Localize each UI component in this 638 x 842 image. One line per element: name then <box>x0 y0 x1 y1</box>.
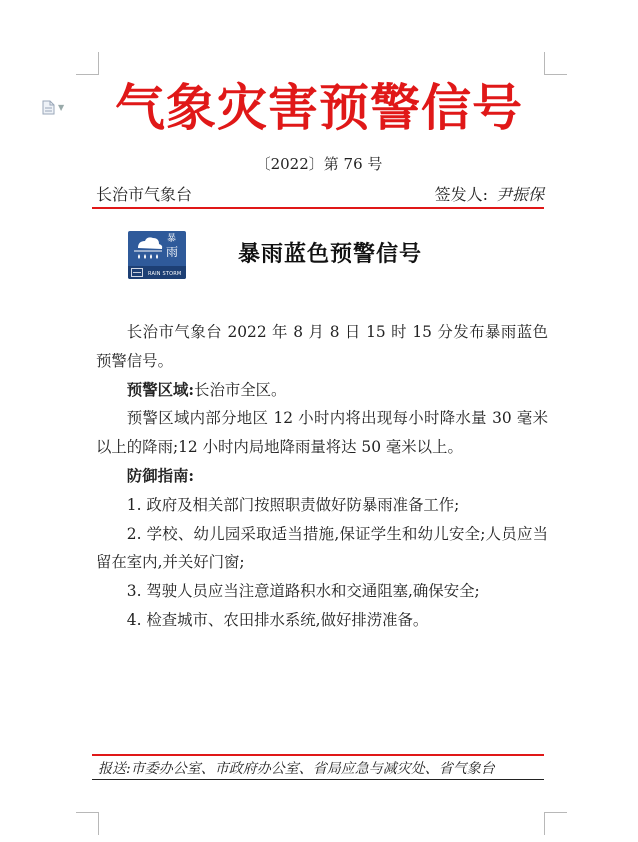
page-corner-mark <box>76 52 99 75</box>
footer-bottom-rule <box>92 779 544 780</box>
area-label: 预警区域: <box>126 380 195 399</box>
footer-divider <box>92 754 544 756</box>
cloud-rain-icon <box>132 235 164 263</box>
signal-char-top: 暴 <box>167 234 177 244</box>
document-number: 〔2022〕第 76 号 <box>255 155 383 173</box>
signer-name: 尹振保 <box>495 185 544 204</box>
guide-item: 1. 政府及相关部门按照职责做好防暴雨准备工作; <box>126 495 460 514</box>
forecast-paragraph: 预警区域内部分地区 12 小时内将出现每小时降水量 30 毫米以上的降雨;12 小时内局地降雨量将达 50 毫米以上。 <box>96 409 548 457</box>
mini-emblem-icon <box>131 268 143 277</box>
guide-item: 4. 检查城市、农田排水系统,做好排涝准备。 <box>126 610 429 629</box>
page-corner-mark <box>544 812 567 835</box>
signal-title: 暴雨蓝色预警信号 <box>238 241 423 267</box>
area-value: 长治市全区。 <box>194 380 287 399</box>
guide-item: 2. 学校、幼儿园采取适当措施,保证学生和幼儿安全;人员应当留在室内,并关好门窗; <box>96 524 548 572</box>
page-corner-mark <box>544 52 567 75</box>
intro-paragraph: 长治市气象台 2022 年 8 月 8 日 15 时 15 分发布暴雨蓝色预警信号。 <box>96 323 548 370</box>
chevron-down-icon: ▼ <box>58 103 65 112</box>
guide-item: 3. 驾驶人员应当注意道路积水和交通阻塞,确保安全; <box>126 582 480 601</box>
area-paragraph <box>96 376 548 405</box>
signal-char-bottom: 雨 <box>166 245 179 259</box>
page-corner-mark <box>76 812 99 835</box>
rainstorm-signal-icon <box>128 231 186 279</box>
distribution-list: 报送:市委办公室、市政府办公室、省局应急与减灾处、省气象台 <box>98 761 495 777</box>
document-body <box>96 318 548 635</box>
header-divider <box>92 207 544 209</box>
signer <box>435 182 544 205</box>
guide-label: 防御指南: <box>126 466 195 485</box>
signal-label: RAIN STORM <box>148 271 182 277</box>
page-title: 气象灾害预警信号 <box>115 78 523 137</box>
issuer-name: 长治市气象台 <box>96 185 193 204</box>
signer-label: 签发人: <box>434 185 488 204</box>
